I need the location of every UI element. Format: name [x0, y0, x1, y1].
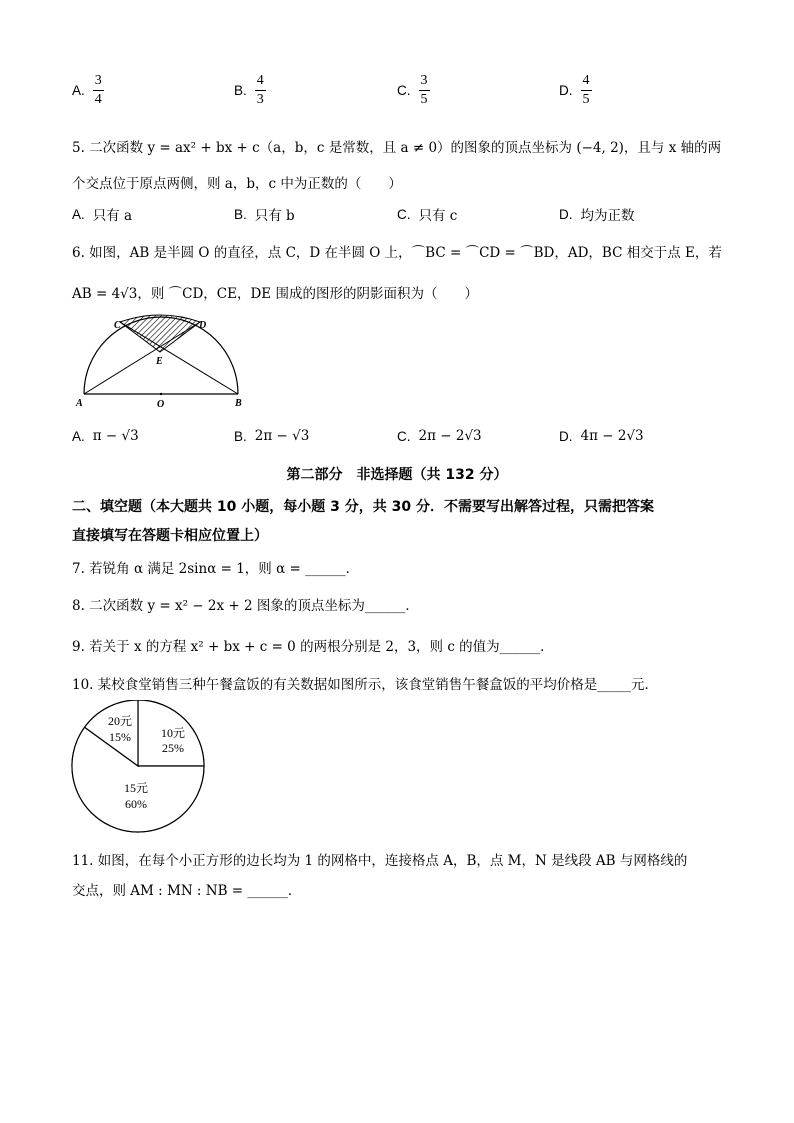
section2-line-1: 二、填空题（本大题共 10 小题，每小题 3 分，共 30 分．不需要写出解答过程，只需把答案: [72, 499, 654, 515]
denominator: 5: [582, 92, 590, 107]
label-b: B: [235, 398, 242, 409]
q5-option-b[interactable]: [234, 204, 295, 224]
numerator: 4: [255, 74, 266, 91]
option-text: 只有 a: [92, 208, 133, 224]
q8: 8. 二次函数 y = x² − 2x + 2 图象的顶点坐标为______．: [72, 598, 419, 614]
fraction: [419, 74, 430, 107]
denominator: 5: [420, 92, 428, 107]
pie-slices: [72, 700, 204, 832]
q7: 7. 若锐角 α 满足 2sinα = 1，则 α = ______．: [72, 561, 360, 577]
option-label: D.: [559, 428, 573, 444]
q4-option-c[interactable]: [397, 74, 430, 107]
option-label: B.: [234, 206, 247, 222]
q5-line-1: 5. 二次函数 y = ax² + bx + c（a，b，c 是常数，且 a ≠ 0）的图象的顶点坐标为 (−4, 2)，且与 x 轴的两: [72, 140, 722, 156]
label-e: E: [156, 356, 163, 367]
q6-line-2: AB = 4√3，则 ⌒CD，CE，DE 围成的图形的阴影面积为（ ）: [72, 286, 478, 302]
fraction: [93, 74, 104, 107]
q5-option-d[interactable]: [559, 204, 635, 224]
slice-label-15: 15元: [123, 781, 149, 795]
section2-line-2: 直接填写在答题卡相应位置上）: [72, 528, 268, 544]
center-point: [160, 393, 162, 395]
option-label: C.: [397, 206, 411, 222]
slice-percent-20: 15%: [109, 730, 131, 744]
q5-line-2: 个交点位于原点两侧，则 a，b，c 中为正数的（ ）: [72, 176, 402, 192]
q6-option-c[interactable]: [397, 428, 482, 444]
option-text: π − √3: [92, 428, 139, 444]
q6-line-1: 6. 如图，AB 是半圆 O 的直径，点 C，D 在半圆 O 上，⌒BC = ⌒CD = ⌒BD，AD，BC 相交于点 E，若: [72, 245, 722, 261]
slice-percent-10: 25%: [162, 741, 184, 755]
option-label: C.: [397, 83, 411, 98]
numerator: 3: [93, 74, 104, 91]
q6-option-d[interactable]: [559, 428, 644, 444]
option-text: 只有 b: [254, 208, 295, 224]
option-text: 4π − 2√3: [580, 428, 644, 444]
label-c: C: [114, 320, 121, 331]
q5-option-a[interactable]: [72, 204, 132, 224]
part2-title: 第二部分 非选择题（共 132 分）: [286, 467, 508, 483]
option-label: D.: [559, 83, 573, 98]
option-label: D.: [559, 206, 573, 222]
fraction: [581, 74, 592, 107]
q4-option-b[interactable]: [234, 74, 266, 107]
option-text: 均为正数: [580, 208, 635, 224]
option-label: B.: [234, 428, 247, 444]
denominator: 4: [94, 92, 102, 107]
option-label: B.: [234, 83, 247, 98]
q6-option-a[interactable]: [72, 428, 139, 444]
q11-line-2: 交点，则 AM : MN : NB = ______．: [72, 883, 302, 899]
option-label: A.: [72, 206, 85, 222]
option-text: 2π − √3: [254, 428, 310, 444]
option-label: A.: [72, 428, 85, 444]
option-label: C.: [397, 428, 411, 444]
label-a: A: [76, 398, 83, 409]
denominator: 3: [256, 92, 264, 107]
numerator: 3: [419, 74, 430, 91]
pie-chart: [70, 700, 210, 836]
q5-option-c[interactable]: [397, 204, 457, 224]
fraction: [255, 74, 266, 107]
slice-label-10: 10元: [160, 726, 186, 740]
numerator: 4: [581, 74, 592, 91]
q4-option-a[interactable]: [72, 74, 104, 107]
slice-percent-15: 60%: [125, 797, 147, 811]
q4-option-d[interactable]: [559, 74, 592, 107]
semicircle-figure: [72, 314, 252, 414]
q11-line-1: 11. 如图，在每个小正方形的边长均为 1 的网格中，连接格点 A，B，点 M，N 是线段 AB 与网格线的: [72, 853, 688, 869]
q10: 10. 某校食堂销售三种午餐盒饭的有关数据如图所示，该食堂销售午餐盒饭的平均价格是_____元．: [72, 677, 659, 693]
option-text: 只有 c: [418, 208, 458, 224]
option-label: A.: [72, 83, 85, 98]
q9: 9. 若关于 x 的方程 x² + bx + c = 0 的两根分别是 2，3，则 c 的值为______．: [72, 639, 554, 655]
option-text: 2π − 2√3: [418, 428, 482, 444]
q6-option-b[interactable]: [234, 428, 309, 444]
label-d: D: [199, 320, 207, 331]
label-o: O: [157, 399, 165, 410]
slice-label-20: 20元: [107, 714, 133, 728]
